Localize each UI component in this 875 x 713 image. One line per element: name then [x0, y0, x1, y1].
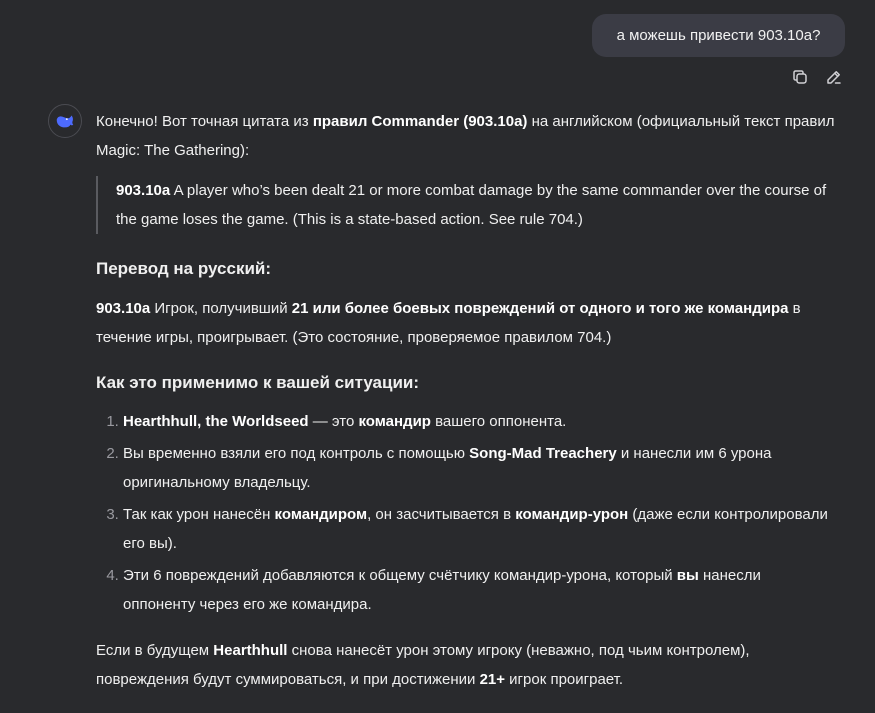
intro-text: Конечно! Вот точная цитата из: [96, 113, 313, 130]
situation-list: [96, 407, 836, 619]
closing-paragraph: [96, 636, 836, 694]
heading-translation: Перевод на русский:: [96, 259, 272, 278]
heading-situation: Как это применимо к вашей ситуации:: [96, 373, 420, 392]
closing-text: Если в будущем: [96, 642, 214, 659]
user-message-toolbar: [789, 66, 845, 88]
list-item-text-2: вашего оппонента.: [430, 413, 567, 430]
list-item-bold: Song-Mad Treachery: [469, 445, 617, 462]
rule-quote: [96, 176, 836, 234]
list-item-text: — это: [308, 413, 359, 430]
whale-logo-icon: [54, 110, 76, 132]
list-item-bold: Hearthhull, the Worldseed: [123, 413, 309, 430]
translation-text: Игрок, получивший: [150, 300, 292, 317]
closing-text-3: игрок проиграет.: [505, 671, 624, 688]
user-message-text: а можешь привести 903.10а?: [616, 27, 821, 44]
list-item-text-3: (даже если контролировали его вы).: [123, 506, 828, 552]
assistant-avatar: [48, 104, 82, 138]
edit-icon: [825, 68, 843, 86]
intro-text-2: на английском (официальный текст правил Magic: The Gathering):: [96, 113, 835, 159]
list-item-text-2: нанесли оппоненту через его же командира.: [123, 567, 761, 613]
user-message-bubble: [592, 14, 845, 57]
translation-paragraph: [96, 294, 836, 352]
closing-bold: Hearthhull: [213, 642, 288, 659]
quote-rule-id: 903.10a: [116, 182, 171, 199]
copy-icon: [791, 68, 809, 86]
intro-bold: правил Commander (903.10a): [312, 113, 528, 130]
list-item: [123, 439, 836, 497]
list-item-text: Так как урон нанесён: [123, 506, 275, 523]
edit-button[interactable]: [823, 66, 845, 88]
quote-text: A player who’s been dealt 21 or more combat damage by the same commander over the course of the game loses the game. (This is a state-based action. See rule 704.): [116, 182, 827, 228]
list-item-text: Вы временно взяли его под контроль с помощью: [123, 445, 470, 462]
list-item-text: Эти 6 повреждений добавляются к общему счётчику командир-урона, который: [123, 567, 677, 584]
answer-intro: [96, 107, 836, 165]
translation-bold: 21 или более боевых повреждений от одного и того же командира: [291, 300, 789, 317]
translation-text-2: в течение игры, проигрывает. (Это состояние, проверяемое правилом 704.): [96, 300, 801, 346]
list-item-bold-2: командир-урон: [515, 506, 629, 523]
list-item-bold: вы: [676, 567, 699, 584]
copy-button[interactable]: [789, 66, 811, 88]
list-item: [123, 561, 836, 619]
list-item-text-2: , он засчитывается в: [367, 506, 516, 523]
list-item: [123, 407, 836, 436]
closing-bold-2: 21+: [479, 671, 506, 688]
assistant-answer: [96, 107, 836, 694]
list-item-bold: командиром: [274, 506, 368, 523]
translation-rule-id: 903.10a: [96, 300, 151, 317]
list-item-bold-2: командир: [358, 413, 431, 430]
closing-text-2: снова нанесёт урон этому игроку (неважно, под чьим контролем), повреждения будут суммироваться, и при достижении: [96, 642, 750, 688]
list-item: [123, 500, 836, 558]
list-item-text-2: и нанесли им 6 урона оригинальному владельцу.: [123, 445, 772, 491]
